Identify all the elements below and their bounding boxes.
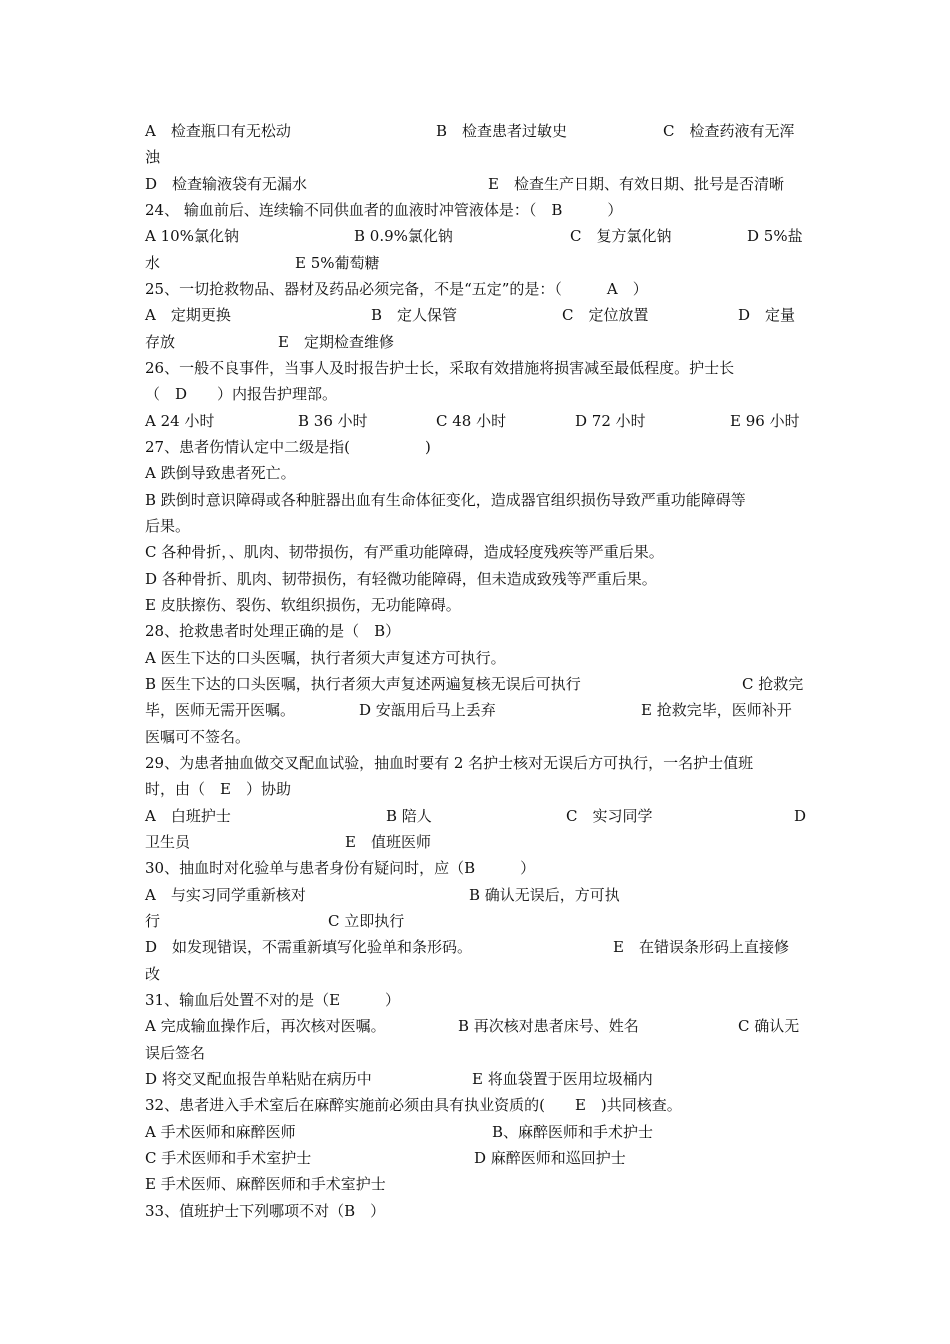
q25-option-d: D 定量: [738, 306, 796, 324]
q24-options-line-1: [145, 223, 815, 249]
q32-option-a: A 手术医师和麻醉医师: [145, 1123, 296, 1141]
q31-option-d: D 将交叉配血报告单粘贴在病历中: [145, 1070, 372, 1088]
q24-option-e: E 5%葡萄糖: [295, 254, 380, 272]
q24-options-line-2: [145, 250, 815, 276]
q32-option-c: C 手术医师和手术室护士: [145, 1149, 312, 1167]
q27-option-d: D 各种骨折、肌肉、韧带损伤，有轻微功能障碍，但未造成致残等严重后果。: [145, 570, 657, 588]
q31-option-c-cont: 误后签名: [145, 1044, 206, 1062]
q29-option-e: E 值班医师: [345, 833, 431, 851]
q31-options-line-1: [145, 1013, 815, 1039]
q28-options-line-3: [145, 697, 815, 723]
q29-option-a: A 白班护士: [145, 807, 231, 825]
q23-option-e: E 检查生产日期、有效日期、批号是否清晰: [488, 175, 784, 193]
q29-options-line-2: [145, 829, 815, 855]
question-29-cont: 时，由（ E ）协助: [145, 780, 291, 798]
question-24: 24、 输血前后、连续输不同供血者的血液时冲管液体是：（ B ）: [145, 201, 623, 219]
q30-option-e-cont: 改: [145, 965, 161, 983]
question-32: 32、患者进入手术室后在麻醉实施前必须由具有执业资质的( E )共同核查。: [145, 1096, 682, 1114]
q26-option-a: A 24 小时: [145, 412, 215, 430]
q25-option-d-cont: 存放: [145, 333, 176, 351]
q26-option-c: C 48 小时: [436, 412, 507, 430]
q30-option-b-cont: 行: [145, 912, 161, 930]
q27-option-b: B 跌倒时意识障碍或各种脏器出血有生命体征变化，造成器官组织损伤导致严重功能障碍等: [145, 491, 746, 509]
q29-option-d: D: [794, 807, 807, 825]
q31-option-a: A 完成输血操作后，再次核对医嘱。: [145, 1017, 386, 1035]
q26-option-d: D 72 小时: [575, 412, 646, 430]
q24-option-d: D 5%盐: [747, 227, 803, 245]
question-30: 30、抽血时对化验单与患者身份有疑问时，应（B ）: [145, 859, 536, 877]
question-29: 29、为患者抽血做交叉配血试验，抽血时要有 2 名护士核对无误后方可执行，一名护士值班: [145, 754, 754, 772]
q30-options-line-2: [145, 908, 815, 934]
q28-option-e-cont: 医嘱可不签名。: [145, 728, 251, 746]
q31-option-e: E 将血袋置于医用垃圾桶内: [472, 1070, 653, 1088]
q24-option-d-cont: 水: [145, 254, 161, 272]
q32-options-line-2: [145, 1145, 815, 1171]
q24-option-a: A 10%氯化钠: [145, 227, 239, 245]
q27-option-c: C 各种骨折，、肌肉、韧带损伤，有严重功能障碍，造成轻度残疾等严重后果。: [145, 543, 664, 561]
q30-option-a: A 与实习同学重新核对: [145, 886, 306, 904]
q31-option-c: C 确认无: [738, 1017, 800, 1035]
q26-option-e: E 96 小时: [730, 412, 800, 430]
q29-option-d-cont: 卫生员: [145, 833, 191, 851]
q23-option-a: A 检查瓶口有无松动: [145, 122, 291, 140]
q28-options-line-2: [145, 671, 815, 697]
question-27: 27、患者伤情认定中二级是指( ): [145, 438, 431, 456]
question-25: 25、一切抢救物品、器材及药品必须完备，不是“五定”的是：（ A ）: [145, 280, 648, 298]
q29-option-b: B 陪人: [386, 807, 432, 825]
q23-option-b: B 检查患者过敏史: [436, 122, 568, 140]
q24-option-c: C 复方氯化钠: [570, 227, 672, 245]
q23-option-d: D 检查输液袋有无漏水: [145, 175, 308, 193]
q29-options-line-1: [145, 803, 815, 829]
q25-option-e: E 定期检查维修: [278, 333, 394, 351]
q23-options-line-2: 浊: [145, 148, 161, 166]
q23-option-c: C 检查药液有无浑: [663, 122, 795, 140]
q31-options-line-3: [145, 1066, 815, 1092]
q27-option-a: A 跌倒导致患者死亡。: [145, 464, 296, 482]
q30-option-d: D 如发现错误，不需重新填写化验单和条形码。: [145, 938, 473, 956]
q30-options-line-3: [145, 934, 815, 960]
q28-option-b: B 医生下达的口头医嘱，执行者须大声复述两遍复核无误后可执行: [145, 675, 581, 693]
q25-option-c: C 定位放置: [562, 306, 649, 324]
q23-options-line-3: [145, 171, 815, 197]
question-31: 31、输血后处置不对的是（E ）: [145, 991, 401, 1009]
q23-options-line-1: [145, 118, 815, 144]
q31-option-b: B 再次核对患者床号、姓名: [458, 1017, 639, 1035]
q30-option-c: C 立即执行: [328, 912, 405, 930]
q29-option-c: C 实习同学: [566, 807, 653, 825]
q28-option-a: A 医生下达的口头医嘱，执行者须大声复述方可执行。: [145, 649, 506, 667]
q25-option-a: A 定期更换: [145, 306, 231, 324]
q25-options-line-1: [145, 302, 815, 328]
q28-option-d: D 安瓿用后马上丢弃: [359, 701, 496, 719]
q32-option-b: B、麻醉医师和手术护士: [492, 1123, 654, 1141]
q28-option-c-cont: 毕，医师无需开医嘱。: [145, 701, 296, 719]
q26-option-b: B 36 小时: [298, 412, 368, 430]
q32-option-e: E 手术医师、麻醉医师和手术室护士: [145, 1175, 386, 1193]
q30-option-b: B 确认无误后，方可执: [469, 886, 620, 904]
q30-options-line-1: [145, 882, 815, 908]
q30-option-e: E 在错误条形码上直接修: [613, 938, 789, 956]
q24-option-b: B 0.9%氯化钠: [354, 227, 453, 245]
q28-option-e: E 抢救完毕，医师补开: [641, 701, 792, 719]
question-26-cont: （ D ）内报告护理部。: [145, 385, 338, 403]
q25-options-line-2: [145, 329, 815, 355]
question-28: 28、抢救患者时处理正确的是（ B）: [145, 622, 401, 640]
q28-option-c: C 抢救完: [742, 675, 804, 693]
q27-option-b-cont: 后果。: [145, 517, 191, 535]
q25-option-b: B 定人保管: [371, 306, 458, 324]
q32-options-line-1: [145, 1119, 815, 1145]
question-26: 26、一般不良事件，当事人及时报告护士长，采取有效措施将损害减至最低程度。护士长: [145, 359, 735, 377]
q27-option-e: E 皮肤擦伤、裂伤、软组织损伤，无功能障碍。: [145, 596, 461, 614]
q26-options: [145, 408, 815, 434]
question-33: 33、值班护士下列哪项不对（B ）: [145, 1202, 386, 1220]
q32-option-d: D 麻醉医师和巡回护士: [474, 1149, 626, 1167]
